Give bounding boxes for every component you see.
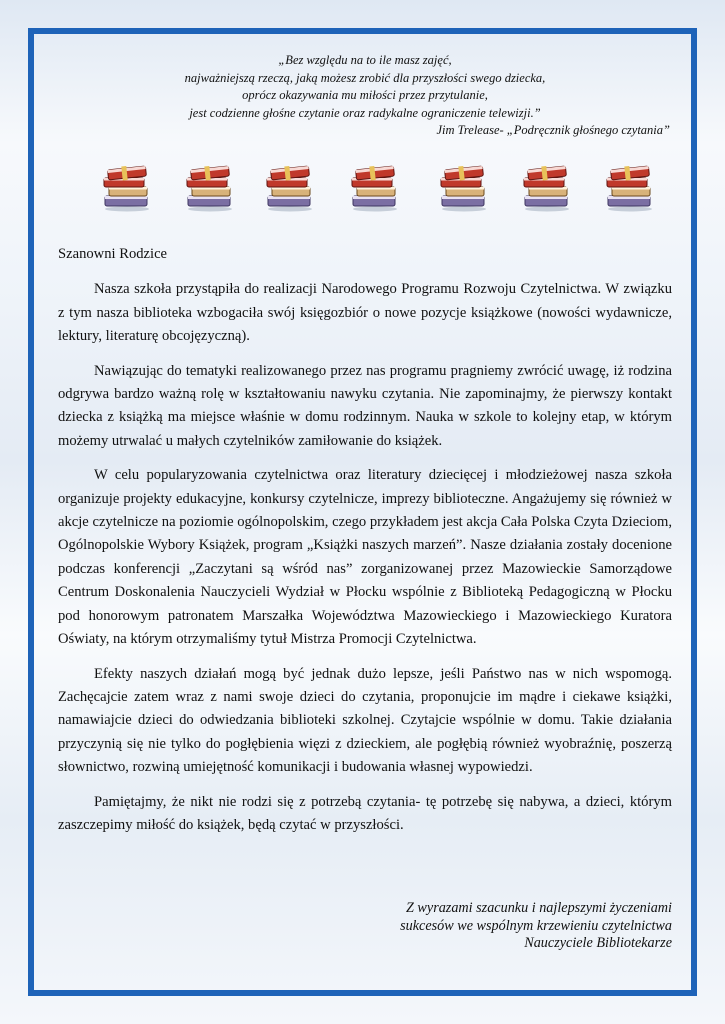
stack-of-books-icon (603, 162, 657, 212)
quote-line: jest codzienne głośne czytanie oraz radykalne ograniczenie telewizji.” (189, 105, 541, 120)
stack-of-books-icon (348, 162, 402, 212)
closing-line: sukcesów we wspólnym krzewieniu czytelnictwa (400, 917, 672, 934)
stack-of-books-icon (100, 162, 154, 212)
stack-of-books-icon (183, 162, 237, 212)
stack-of-books-icon (520, 162, 574, 212)
letter-paragraph: Efekty naszych działań mogą być jednak dużo lepsze, jeśli Państwo nas w nich wspomogą. Zachęcajcie zatem wraz z nami swoje dzieci do czytania, proponujcie im mądre i ciekawe książki, namawiajcie dzieci do odwiedzania biblioteki szkolnej. Czytajcie wspólnie w domu. Takie działania przyczynią się nie tylko do pogłębienia więzi z dzieckiem, ale pogłębią również wyobraźnię, poszerzą słownictwo, rozwiną umiejętność komunikacji i budowania własnej wypowiedzi. (58, 665, 672, 776)
books-decoration-row (100, 162, 640, 214)
stack-of-books-icon (437, 162, 491, 212)
letter-body (58, 243, 672, 848)
epigraph-quote (60, 52, 670, 140)
quote-line: „Bez względu na to ile masz zajęć, (278, 53, 452, 67)
quote-line: oprócz okazywania mu miłości przez przytulanie, (242, 88, 488, 102)
salutation: Szanowni Rodzice (58, 246, 168, 262)
closing-line: Z wyrazami szacunku i najlepszymi życzeniami (406, 900, 672, 916)
letter-closing (332, 900, 672, 953)
letter-paragraph: Nawiązując do tematyki realizowanego przez nas programu pragniemy zwrócić uwagę, iż rodzina odgrywa bardzo ważną rolę w kształtowaniu nawyku czytania. Nie zapominajmy, że pierwszy kontakt dziecka z książką ma miejsce właśnie w domu rodzinnym. Nauka w szkole to kolejny etap, w którym możemy utrwalać u małych czytelników zamiłowanie do książek. (58, 362, 672, 449)
quote-author: Jim Trelease- „Podręcznik głośnego czytania” (436, 123, 670, 137)
letter-paragraph: Nasza szkoła przystąpiła do realizacji Narodowego Programu Rozwoju Czytelnictwa. W związku z tym nasza biblioteka wzbogaciła swój księgozbiór o nowe pozycje książkowe (nowości wydawnicze, lektury, literaturę obcojęzyczną). (58, 281, 672, 345)
stack-of-books-icon (263, 162, 317, 212)
letter-paragraph: W celu popularyzowania czytelnictwa oraz literatury dziecięcej i młodzieżowej nasza szkoła organizuje projekty edukacyjne, konkursy czytelnicze, imprezy biblioteczne. Angażujemy się również w akcje czytelnicze na poziomie ogólnopolskim, czego przykładem jest akcja Cała Polska Czyta Dzieciom, Ogólnopolskie Wybory Książek, program „Książki naszych marzeń”. Nasze działania zostały docenione podczas konferencji „Zaczytani są wśród nas” zorganizowanej przez Mazowieckie Samorządowe Centrum Doskonalenia Nauczycieli Wydział w Płocku wspólnie z Biblioteką Pedagogiczną w Płocku pod honorowym patronatem Marszałka Województwa Mazowieckiego i Mazowieckiego Kuratora Oświaty, na którym otrzymaliśmy tytuł Mistrza Promocji Czytelnictwa. (58, 467, 672, 648)
signature: Nauczyciele Bibliotekarze (524, 935, 672, 951)
quote-line: najważniejszą rzeczą, jaką możesz zrobić dla przyszłości swego dziecka, (184, 70, 546, 85)
letter-paragraph: Pamiętajmy, że nikt nie rodzi się z potrzebą czytania- tę potrzebę się nabywa, a dzieci, którym zaszczepimy miłość do książek, będą czytać w przyszłości. (58, 793, 672, 833)
